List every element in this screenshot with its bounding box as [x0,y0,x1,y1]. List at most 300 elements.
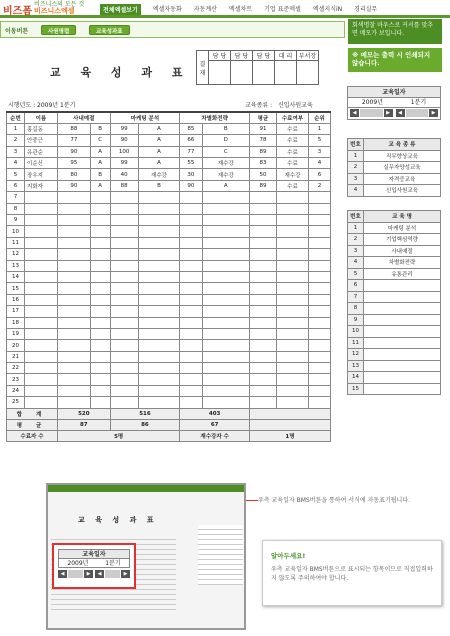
table-cell[interactable] [202,203,249,214]
table-cell[interactable]: 재수강 [202,169,249,180]
table-cell[interactable] [250,294,277,305]
table-cell[interactable] [250,215,277,226]
table-cell[interactable] [202,226,249,237]
table-cell[interactable] [25,215,58,226]
table-cell[interactable] [309,340,331,351]
table-cell[interactable] [309,192,331,203]
table-cell[interactable] [309,351,331,362]
table-cell[interactable] [138,249,180,260]
table-cell[interactable]: 100 [110,146,138,157]
table-cell[interactable] [180,271,202,282]
table-cell[interactable]: 99 [110,158,138,169]
table-cell[interactable] [90,340,110,351]
table-cell[interactable]: 홍길동 [25,123,58,134]
table-cell[interactable] [180,306,202,317]
table-cell[interactable] [277,203,309,214]
education-name [364,337,441,349]
table-cell[interactable] [250,192,277,203]
table-cell[interactable] [309,249,331,260]
table-cell[interactable] [309,317,331,328]
table-cell[interactable]: C [202,146,249,157]
table-cell[interactable] [180,351,202,362]
table-cell[interactable]: A [138,123,180,134]
table-cell[interactable]: 88 [110,180,138,191]
table-cell[interactable]: 50 [250,169,277,180]
table-cell[interactable] [202,192,249,203]
table-cell[interactable]: 지화자 [25,180,58,191]
table-cell[interactable] [180,237,202,248]
average-value: 86 [110,419,180,430]
table-cell[interactable] [202,328,249,339]
table-cell[interactable] [277,192,309,203]
table-cell[interactable] [202,237,249,248]
table-cell[interactable]: 23 [7,374,25,385]
table-cell[interactable] [309,374,331,385]
table-cell[interactable]: 22 [7,363,25,374]
table-cell[interactable] [90,363,110,374]
table-cell[interactable] [277,226,309,237]
approval-sign-cell[interactable] [297,61,319,85]
table-cell[interactable] [202,351,249,362]
table-cell[interactable]: 80 [58,169,91,180]
table-cell[interactable] [277,260,309,271]
table-cell[interactable] [309,363,331,374]
table-cell[interactable]: 9 [7,215,25,226]
table-cell[interactable]: 7 [7,192,25,203]
table-cell[interactable] [138,306,180,317]
table-cell[interactable] [90,317,110,328]
table-cell[interactable]: 90 [180,180,202,191]
table-cell[interactable]: 재수강 [277,169,309,180]
table-cell[interactable]: A [90,146,110,157]
table-cell[interactable]: 6 [309,169,331,180]
table-cell[interactable]: A [138,135,180,146]
table-cell[interactable] [250,283,277,294]
table-cell[interactable] [277,328,309,339]
table-cell[interactable] [180,340,202,351]
approval-sign-cell[interactable] [275,61,297,85]
table-cell[interactable]: 10 [7,226,25,237]
table-cell[interactable]: 이순신 [25,158,58,169]
table-cell[interactable] [202,294,249,305]
table-cell[interactable] [25,283,58,294]
table-cell[interactable] [25,237,58,248]
table-cell[interactable] [58,374,91,385]
table-cell[interactable] [58,249,91,260]
table-cell[interactable] [180,385,202,396]
table-cell[interactable]: 89 [250,146,277,157]
table-cell[interactable] [90,385,110,396]
table-cell[interactable]: 유관순 [25,146,58,157]
table-cell[interactable] [138,385,180,396]
table-cell[interactable]: 90 [58,146,91,157]
table-cell[interactable] [309,294,331,305]
table-cell[interactable] [58,260,91,271]
table-cell[interactable] [25,249,58,260]
table-cell[interactable] [58,215,91,226]
table-cell[interactable]: 20 [7,340,25,351]
table-cell[interactable] [110,351,138,362]
table-cell[interactable] [277,397,309,408]
quarter-scrollbar[interactable] [406,109,429,117]
table-cell[interactable] [138,374,180,385]
table-cell[interactable]: 8 [7,203,25,214]
table-cell[interactable] [250,226,277,237]
table-cell[interactable] [110,374,138,385]
table-cell[interactable] [90,397,110,408]
table-cell[interactable] [110,203,138,214]
table-cell[interactable]: 88 [58,123,91,134]
table-cell[interactable]: 78 [250,135,277,146]
table-cell[interactable] [138,397,180,408]
table-cell[interactable] [25,351,58,362]
table-cell[interactable]: B [90,123,110,134]
employee-list-button[interactable]: 사원명렵 [41,25,76,35]
table-cell[interactable]: 15 [7,283,25,294]
table-cell[interactable]: 12 [7,249,25,260]
table-cell[interactable]: 장우지 [25,169,58,180]
table-cell[interactable]: 수료 [277,135,309,146]
table-cell[interactable] [202,363,249,374]
table-cell[interactable] [90,328,110,339]
table-cell[interactable] [25,385,58,396]
table-cell[interactable]: 90 [58,180,91,191]
table-cell[interactable] [180,363,202,374]
table-cell[interactable] [110,317,138,328]
table-cell[interactable]: A [90,158,110,169]
table-cell[interactable] [309,260,331,271]
table-cell[interactable] [110,328,138,339]
nav-item[interactable]: 기업 표준엑셀 [264,6,301,13]
table-cell[interactable]: 13 [7,260,25,271]
table-cell[interactable]: A [90,180,110,191]
table-cell[interactable] [202,385,249,396]
quarter-left-arrow-icon[interactable]: ◀ [396,109,405,117]
nav-item[interactable]: 자동계산 [193,6,217,13]
table-cell[interactable] [58,294,91,305]
table-cell[interactable] [110,283,138,294]
table-cell[interactable]: 5 [309,135,331,146]
table-cell[interactable] [90,192,110,203]
table-cell[interactable]: 수료 [277,123,309,134]
table-cell[interactable]: B [138,180,180,191]
table-cell[interactable]: 24 [7,385,25,396]
table-cell[interactable] [58,351,91,362]
table-cell[interactable] [138,328,180,339]
table-cell[interactable]: 16 [7,294,25,305]
table-cell[interactable]: 18 [7,317,25,328]
table-cell[interactable] [250,340,277,351]
table-cell[interactable] [309,306,331,317]
table-cell[interactable] [138,237,180,248]
table-cell[interactable] [110,271,138,282]
table-cell[interactable] [110,226,138,237]
table-cell[interactable]: 4 [309,158,331,169]
table-cell[interactable]: 17 [7,306,25,317]
table-cell[interactable] [277,363,309,374]
table-cell[interactable] [180,203,202,214]
table-cell[interactable] [309,385,331,396]
table-cell[interactable] [250,374,277,385]
table-cell[interactable] [202,317,249,328]
table-cell[interactable] [90,271,110,282]
table-cell[interactable] [90,351,110,362]
business-excel-logo[interactable] [34,1,84,15]
table-cell[interactable] [250,237,277,248]
table-cell[interactable] [25,363,58,374]
table-cell[interactable] [180,397,202,408]
table-cell[interactable] [90,283,110,294]
table-cell[interactable] [138,294,180,305]
table-cell[interactable]: 30 [180,169,202,180]
table-cell[interactable] [58,340,91,351]
table-cell[interactable] [277,306,309,317]
table-cell[interactable]: 90 [110,135,138,146]
table-cell[interactable] [180,192,202,203]
table-cell[interactable]: 1 [309,123,331,134]
table-cell[interactable] [250,328,277,339]
table-cell[interactable] [202,215,249,226]
table-cell[interactable] [110,306,138,317]
table-cell[interactable] [309,397,331,408]
table-cell[interactable]: 95 [58,158,91,169]
table-cell[interactable]: 재수강 [202,158,249,169]
table-cell[interactable] [58,237,91,248]
table-cell[interactable] [138,351,180,362]
table-cell[interactable] [25,226,58,237]
table-cell[interactable] [25,271,58,282]
education-result-button[interactable]: 교육성과표 [89,25,130,35]
table-cell[interactable] [90,226,110,237]
table-cell[interactable] [25,294,58,305]
table-cell[interactable] [138,271,180,282]
table-cell[interactable] [250,385,277,396]
year-left-arrow-icon[interactable]: ◀ [350,109,359,117]
table-cell[interactable] [250,249,277,260]
table-cell[interactable] [138,283,180,294]
table-cell[interactable] [180,249,202,260]
table-cell[interactable] [110,237,138,248]
table-cell[interactable] [277,385,309,396]
table-cell[interactable] [25,306,58,317]
table-cell[interactable]: 89 [250,180,277,191]
table-cell[interactable] [58,306,91,317]
table-cell[interactable] [309,328,331,339]
table-cell[interactable] [110,294,138,305]
table-cell[interactable] [90,249,110,260]
approval-sign-cell[interactable] [209,61,231,85]
table-cell[interactable] [277,271,309,282]
table-cell[interactable] [25,328,58,339]
table-cell[interactable]: 91 [250,123,277,134]
table-cell[interactable] [202,260,249,271]
table-cell[interactable]: 1 [7,123,25,134]
table-cell[interactable] [58,328,91,339]
table-cell[interactable] [250,203,277,214]
table-cell[interactable] [110,363,138,374]
table-cell[interactable]: 4 [7,158,25,169]
table-cell[interactable] [110,397,138,408]
table-cell[interactable] [202,306,249,317]
table-cell[interactable] [58,397,91,408]
table-cell[interactable] [202,283,249,294]
approval-sign-cell[interactable] [253,61,275,85]
table-cell[interactable] [58,317,91,328]
nav-item[interactable]: 경리실무 [354,6,378,13]
table-cell[interactable] [25,192,58,203]
year-scrollbar[interactable] [360,109,383,117]
table-cell[interactable] [202,397,249,408]
table-cell[interactable]: 5 [7,169,25,180]
table-cell[interactable]: 수료 [277,158,309,169]
table-cell[interactable] [250,271,277,282]
table-cell[interactable] [277,237,309,248]
table-cell[interactable] [58,203,91,214]
table-cell[interactable]: 85 [180,123,202,134]
table-cell[interactable] [58,192,91,203]
table-cell[interactable] [202,249,249,260]
table-cell[interactable]: 6 [7,180,25,191]
table-cell[interactable] [309,271,331,282]
table-cell[interactable] [90,203,110,214]
table-cell[interactable] [90,294,110,305]
table-cell[interactable] [138,226,180,237]
table-cell[interactable] [25,374,58,385]
table-cell[interactable]: 2 [7,135,25,146]
table-cell[interactable] [58,226,91,237]
approval-sign-cell[interactable] [231,61,253,85]
table-cell[interactable] [180,328,202,339]
table-cell[interactable]: 21 [7,351,25,362]
table-cell[interactable] [250,363,277,374]
table-cell[interactable] [90,215,110,226]
table-cell[interactable]: A [138,158,180,169]
mini-top-bar [48,485,244,492]
table-cell[interactable]: A [138,146,180,157]
nav-item[interactable]: 엑셀자동화 [152,6,182,13]
table-cell[interactable] [309,226,331,237]
table-cell[interactable] [138,340,180,351]
quarter-right-arrow-icon[interactable]: ▶ [429,109,438,117]
table-cell[interactable]: D [202,135,249,146]
table-cell[interactable]: C [90,135,110,146]
table-cell[interactable] [309,237,331,248]
table-cell[interactable] [110,340,138,351]
table-cell[interactable] [202,271,249,282]
table-cell[interactable] [180,215,202,226]
table-cell[interactable] [58,271,91,282]
table-cell[interactable] [277,374,309,385]
table-cell[interactable]: 11 [7,237,25,248]
table-cell[interactable] [250,260,277,271]
table-cell[interactable] [90,306,110,317]
table-cell[interactable]: 77 [58,135,91,146]
table-cell[interactable]: 19 [7,328,25,339]
table-cell[interactable] [138,215,180,226]
table-cell[interactable]: A [202,180,249,191]
table-cell[interactable]: 25 [7,397,25,408]
table-cell[interactable]: 재수강 [138,169,180,180]
table-cell[interactable] [138,192,180,203]
table-cell[interactable] [138,363,180,374]
table-cell[interactable] [250,306,277,317]
table-cell[interactable]: 3 [309,146,331,157]
table-cell[interactable] [277,351,309,362]
table-cell[interactable]: 83 [250,158,277,169]
table-cell[interactable] [180,374,202,385]
nav-item[interactable]: 엑셀지식iN [312,6,343,13]
table-cell[interactable]: 40 [110,169,138,180]
table-cell[interactable] [58,385,91,396]
table-cell[interactable] [110,260,138,271]
table-cell[interactable]: 수료 [277,180,309,191]
table-cell[interactable] [90,237,110,248]
nav-item[interactable]: 엑셀차트 [228,6,253,13]
bizforms-logo[interactable]: 비즈폼 [3,6,32,17]
table-cell[interactable]: 77 [180,146,202,157]
table-cell[interactable] [25,260,58,271]
table-cell[interactable] [58,283,91,294]
table-cell[interactable] [277,317,309,328]
table-cell[interactable]: B [90,169,110,180]
table-cell[interactable] [138,203,180,214]
table-cell[interactable] [110,249,138,260]
table-cell[interactable] [180,260,202,271]
year-right-arrow-icon[interactable]: ▶ [384,109,393,117]
table-cell[interactable] [25,397,58,408]
table-cell[interactable]: 99 [110,123,138,134]
table-cell[interactable] [250,317,277,328]
table-cell[interactable] [202,340,249,351]
table-cell[interactable]: B [202,123,249,134]
table-cell[interactable] [90,260,110,271]
table-cell[interactable] [180,226,202,237]
table-cell[interactable]: 2 [309,180,331,191]
table-cell[interactable] [202,374,249,385]
table-cell[interactable] [277,215,309,226]
table-cell[interactable]: 14 [7,271,25,282]
table-cell[interactable] [110,192,138,203]
table-cell[interactable] [58,363,91,374]
table-cell[interactable]: 66 [180,135,202,146]
table-cell[interactable] [110,385,138,396]
table-cell[interactable] [250,397,277,408]
table-cell[interactable] [110,215,138,226]
table-cell[interactable] [180,294,202,305]
table-cell[interactable] [309,215,331,226]
table-cell[interactable] [309,283,331,294]
table-cell[interactable] [90,374,110,385]
table-cell[interactable] [277,340,309,351]
table-cell[interactable]: 55 [180,158,202,169]
table-cell[interactable] [277,283,309,294]
table-cell[interactable] [138,260,180,271]
table-cell[interactable] [250,351,277,362]
table-cell[interactable] [180,317,202,328]
table-cell[interactable]: 안중근 [25,135,58,146]
table-cell[interactable] [25,340,58,351]
table-cell[interactable] [309,203,331,214]
table-cell[interactable] [138,317,180,328]
table-cell[interactable] [277,294,309,305]
table-cell[interactable] [25,317,58,328]
table-cell[interactable]: 3 [7,146,25,157]
table-cell[interactable] [180,283,202,294]
table-cell[interactable]: 수료 [277,146,309,157]
table-cell[interactable] [25,203,58,214]
nav-item[interactable]: 전체엑셀보기 [100,4,141,15]
table-cell[interactable] [277,249,309,260]
